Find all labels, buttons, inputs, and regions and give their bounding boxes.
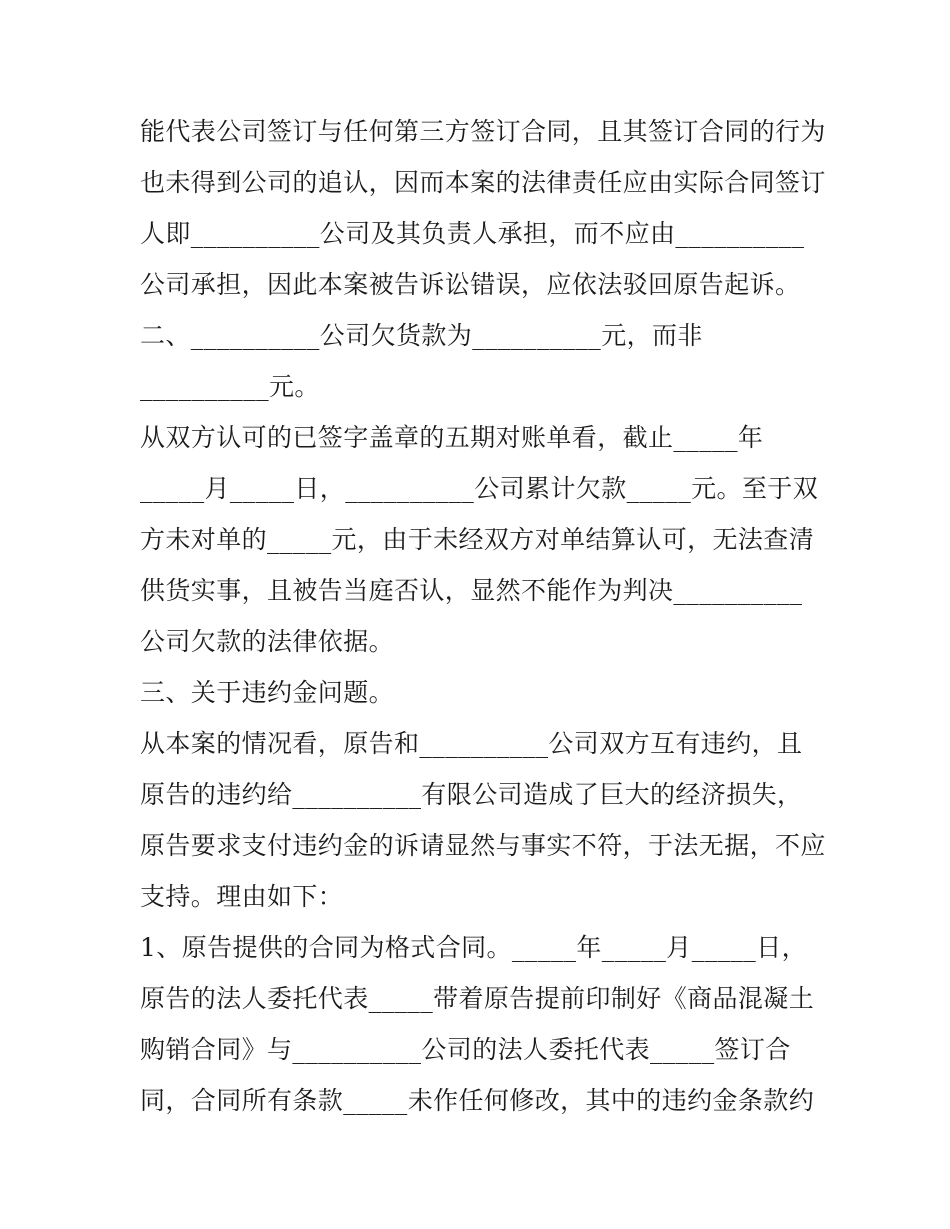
text-line: 原告的法人委托代表_____带着原告提前印制好《商品混凝土 xyxy=(140,984,815,1013)
text-line: 公司欠款的法律依据。 xyxy=(140,627,395,656)
text-line: 原告要求支付违约金的诉请显然与事实不符，于法无据，不应 xyxy=(140,831,826,860)
text-line: __________元。 xyxy=(140,372,320,401)
text-line: 供货实事，且被告当庭否认，显然不能作为判决__________ xyxy=(140,576,803,605)
text-line: 方未对单的_____元，由于未经双方对单结算认可，无法查清 xyxy=(140,525,815,554)
text-line: 也未得到公司的追认，因而本案的法律责任应由实际合同签订 xyxy=(140,168,826,197)
text-line: 从本案的情况看，原告和__________公司双方互有违约，且 xyxy=(140,729,803,758)
text-line: _____月_____日，__________公司累计欠款_____元。至于双 xyxy=(140,474,819,503)
section-heading-2: 二、__________公司欠货款为__________元，而非 xyxy=(140,321,703,350)
text-line: 人即__________公司及其负责人承担，而不应由__________ xyxy=(140,219,805,248)
document-body xyxy=(140,106,830,1126)
text-line: 同，合同所有条款_____未作任何修改，其中的违约金条款约 xyxy=(140,1086,815,1115)
text-line: 购销合同》与__________公司的法人委托代表_____签订合 xyxy=(140,1035,791,1064)
text-line: 公司承担，因此本案被告诉讼错误，应依法驳回原告起诉。 xyxy=(140,270,801,299)
text-line: 原告的违约给__________有限公司造成了巨大的经济损失， xyxy=(140,780,803,809)
section-heading-3: 三、关于违约金问题。 xyxy=(140,678,395,707)
numbered-item-1: 1、原告提供的合同为格式合同。_____年_____月_____日， xyxy=(140,933,808,962)
text-line: 支持。理由如下： xyxy=(140,882,344,911)
text-line: 从双方认可的已签字盖章的五期对账单看，截止_____年 xyxy=(140,423,764,452)
text-line: 能代表公司签订与任何第三方签订合同，且其签订合同的行为 xyxy=(140,117,826,146)
